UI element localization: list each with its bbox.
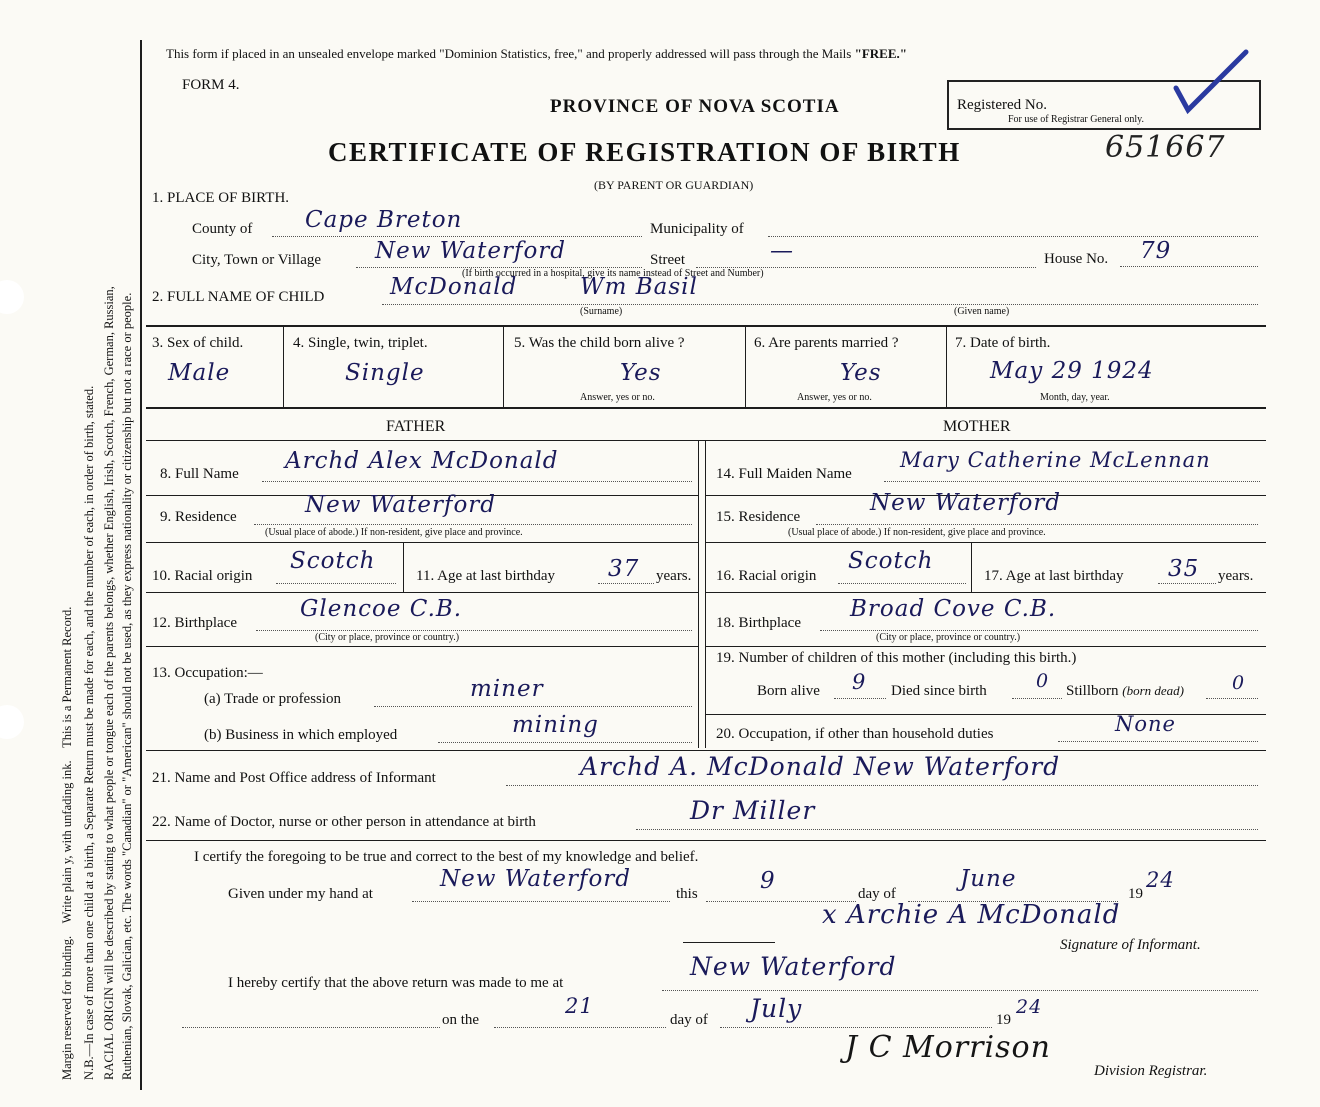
given-caption: (Given name) [954, 306, 1010, 317]
mdy-caption: Month, day, year. [1040, 392, 1110, 403]
mother-birthplace-value: Broad Cove C.B. [850, 596, 1057, 622]
sex-value: Male [168, 360, 231, 386]
punch-hole [0, 280, 24, 314]
given-day-value: 9 [760, 868, 776, 894]
born-alive-value: Yes [620, 360, 662, 386]
province-heading: PROVINCE OF NOVA SCOTIA [550, 96, 840, 117]
mother-heading: MOTHER [943, 418, 1011, 435]
mother-race-value: Scotch [848, 548, 934, 574]
mother-residence-value: New Waterford [870, 490, 1062, 516]
place-of-birth-heading: 1. PLACE OF BIRTH. [152, 190, 290, 206]
mother-age-label: 17. Age at last birthday [984, 568, 1124, 584]
died-value: 0 [1036, 670, 1050, 692]
registrar-only-note: For use of Registrar General only. [1008, 114, 1144, 125]
trade-label: (a) Trade or profession [204, 691, 342, 707]
father-name-label: 8. Full Name [160, 466, 239, 482]
died-label: Died since birth [891, 683, 987, 699]
city-label: City, Town or Village [192, 252, 322, 268]
county-label: County of [192, 221, 253, 237]
informant-label: 21. Name and Post Office address of Informant [152, 770, 436, 786]
answer-caption: Answer, yes or no. [797, 392, 872, 403]
signature-informant-caption: Signature of Informant. [1060, 937, 1201, 953]
mother-occupation-value: None [1115, 712, 1176, 736]
margin-nb: N.B.—In case of more than one child at a birth, a Separate Return must be made for each, and the number of each, in order of birth, stated. [82, 385, 96, 1080]
punch-hole [0, 705, 24, 739]
house-label: House No. [1044, 251, 1109, 267]
father-birthplace-label: 12. Birthplace [152, 615, 237, 631]
certify-statement: I certify the foregoing to be true and correct to the best of my knowledge and belief. [194, 849, 699, 865]
father-residence-value: New Waterford [305, 492, 497, 518]
form-number: FORM 4. [182, 77, 240, 93]
division-registrar-caption: Division Registrar. [1094, 1063, 1208, 1079]
business-value: mining [512, 712, 599, 738]
mother-occupation-label: 20. Occupation, if other than household duties [716, 726, 994, 742]
father-age-label: 11. Age at last birthday [416, 568, 555, 584]
mother-name-label: 14. Full Maiden Name [716, 466, 852, 482]
cityprov-caption: (City or place, province or country.) [315, 632, 460, 643]
answer-caption: Answer, yes or no. [580, 392, 655, 403]
stillborn-label: Stillborn (born dead) [1066, 683, 1185, 699]
reg-day-value: 21 [565, 994, 594, 1018]
page-title: CERTIFICATE OF REGISTRATION OF BIRTH [328, 137, 961, 167]
margin-rule [140, 40, 142, 1090]
city-value: New Waterford [375, 238, 567, 264]
dob-value: May 29 1924 [990, 358, 1154, 384]
mother-birthplace-label: 18. Birthplace [716, 615, 801, 631]
mother-age-value: 35 [1168, 556, 1200, 582]
children-count-label: 19. Number of children of this mother (including this birth.) [716, 650, 1077, 666]
informant-value: Archd A. McDonald New Waterford [580, 752, 1061, 781]
this-label: this [676, 886, 698, 902]
born-alive-label: 5. Was the child born alive ? [514, 335, 685, 351]
surname-caption: (Surname) [580, 306, 623, 317]
dob-label: 7. Date of birth. [955, 335, 1051, 351]
stillborn-value: 0 [1232, 672, 1246, 694]
father-name-value: Archd Alex McDonald [285, 448, 559, 474]
born-alive-count-value: 9 [852, 670, 867, 694]
business-label: (b) Business in which employed [204, 727, 398, 743]
municipality-label: Municipality of [650, 221, 744, 237]
hospital-note: (If birth occurred in a hospital, give its name instead of Street and Number) [462, 268, 764, 279]
registration-number: 651667 [1105, 130, 1226, 165]
reg-month-value: July [750, 994, 803, 1023]
given-year-label: 19 [1128, 886, 1143, 902]
abode-caption: (Usual place of abode.) If non-resident, give place and province. [788, 527, 1046, 538]
informant-signature: x Archie A McDonald [822, 900, 1121, 930]
child-given-value: Wm Basil [580, 274, 698, 300]
plurality-value: Single [345, 360, 425, 386]
father-residence-label: 9. Residence [160, 509, 237, 525]
street-value: — [770, 238, 794, 264]
father-race-label: 10. Racial origin [152, 568, 253, 584]
sex-label: 3. Sex of child. [152, 335, 244, 351]
married-label: 6. Are parents married ? [754, 335, 899, 351]
street-label: Street [650, 252, 685, 268]
doctor-value: Dr Miller [690, 796, 816, 825]
given-month-value: June [960, 866, 1017, 892]
born-alive-count-label: Born alive [757, 683, 820, 699]
given-year-value: 24 [1146, 868, 1175, 892]
county-value: Cape Breton [305, 207, 463, 233]
father-age-value: 37 [608, 556, 640, 582]
mother-years: years. [1218, 568, 1254, 584]
reg-year-value: 24 [1016, 996, 1043, 1018]
house-value: 79 [1140, 238, 1172, 264]
father-heading: FATHER [386, 418, 446, 435]
father-years: years. [656, 568, 692, 584]
day-of-label-2: day of [670, 1012, 708, 1028]
child-name-label: 2. FULL NAME OF CHILD [152, 289, 325, 305]
hereby-label: I hereby certify that the above return was made to me at [228, 975, 564, 991]
trade-value: miner [470, 676, 544, 702]
registrar-signature: J C Morrison [845, 1030, 1051, 1065]
cityprov-caption: (City or place, province or country.) [876, 632, 1021, 643]
mother-race-label: 16. Racial origin [716, 568, 817, 584]
father-birthplace-value: Glencoe C.B. [300, 596, 463, 622]
on-the-label: on the [442, 1012, 480, 1028]
margin-racial: RACIAL ORIGIN will be described by stating to what people or tongue each of the parents belongs, whether English, Irish, Scotch, French, German, Russian, [102, 286, 116, 1080]
registered-at-value: New Waterford [690, 952, 897, 981]
margin-binding: Margin reserved for binding. Write plain y, with unfading ink. This is a Permanent Record. [60, 606, 74, 1080]
day-of-label: day of [858, 886, 896, 902]
father-race-value: Scotch [290, 548, 376, 574]
mother-name-value: Mary Catherine McLennan [900, 448, 1211, 472]
registered-label: Registered No. [957, 97, 1047, 113]
married-value: Yes [840, 360, 882, 386]
margin-racial-2: Ruthenian, Slovak, Galician, etc. The words "Canadian" or "American" should not be used, as they express nationality or citizenship but not a race or people. [120, 292, 134, 1080]
reg-year-label: 19 [996, 1012, 1011, 1028]
mother-residence-label: 15. Residence [716, 509, 801, 525]
page-subtitle: (BY PARENT OR GUARDIAN) [594, 178, 754, 192]
given-at-value: New Waterford [440, 866, 632, 892]
given-under-label: Given under my hand at [228, 886, 373, 902]
doctor-label: 22. Name of Doctor, nurse or other person in attendance at birth [152, 814, 536, 830]
occupation-heading: 13. Occupation:— [152, 665, 263, 681]
checkmark-icon [1170, 48, 1250, 123]
child-surname-value: McDonald [390, 274, 518, 300]
mail-notice: This form if placed in an unsealed envelope marked "Dominion Statistics, free," and properly addressed will pass through the Mails "FREE." [166, 46, 907, 61]
abode-caption: (Usual place of abode.) If non-resident, give place and province. [265, 527, 523, 538]
plurality-label: 4. Single, twin, triplet. [293, 335, 428, 351]
